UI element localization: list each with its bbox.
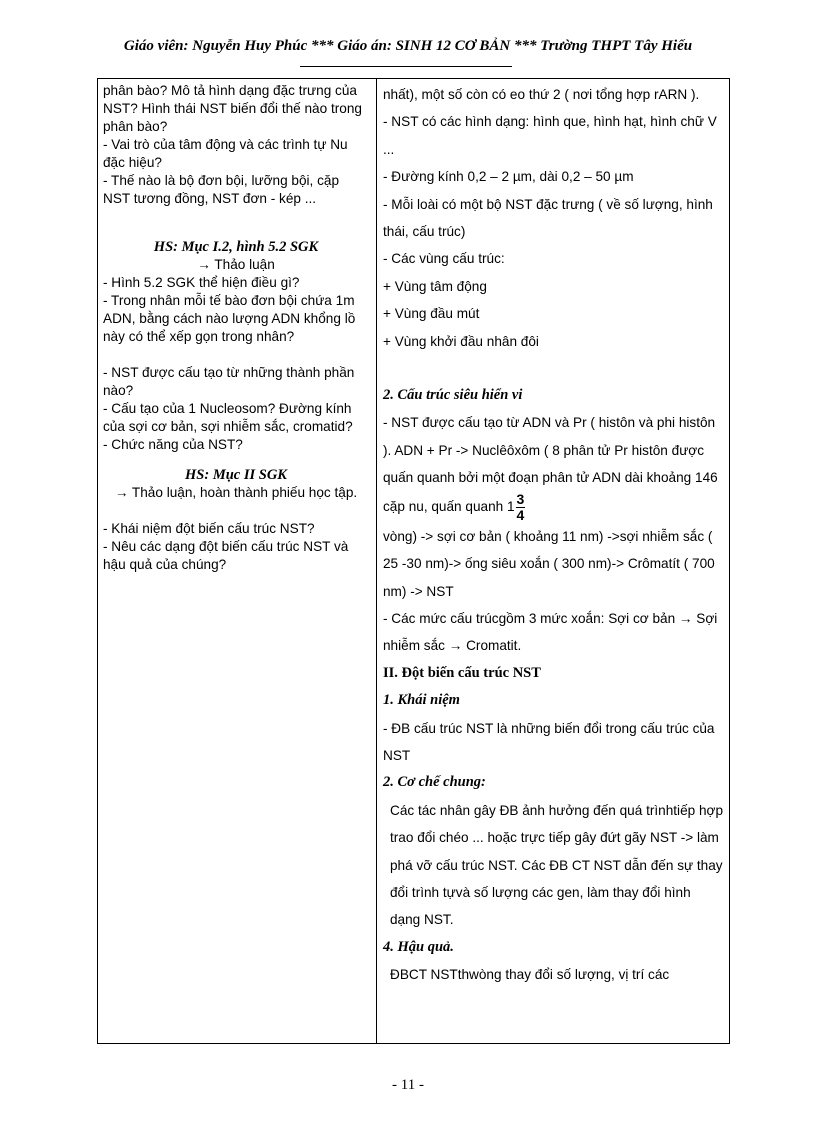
para-dimensions: - Đường kính 0,2 – 2 µm, dài 0,2 – 50 µm xyxy=(383,169,634,185)
question-chromosome-shape: phân bào? Mô tả hình dạng đặc trưng của NST? Hình thái NST biến đổi thế nào trong phân bào? xyxy=(103,83,362,134)
subheading-definition: 1. Khái niệm xyxy=(383,692,460,709)
spacer xyxy=(103,226,369,238)
para-shapes: - NST có các hình dạng: hình que, hình hạt, hình chữ V ... xyxy=(383,114,717,157)
para-species-set: - Mỗi loài có một bộ NST đặc trưng ( về số lượng, hình thái, cấu trúc) xyxy=(383,196,713,240)
page-number: - 11 - xyxy=(392,1077,424,1093)
hs-action-2: → Thảo luận, hoàn thành phiếu học tập. xyxy=(114,485,358,500)
spacer xyxy=(103,454,369,466)
para-consequences: ĐBCT NSTthwòng thay đổi số lượng, vị trí các xyxy=(390,967,670,983)
question-mutation-types: - Nêu các dạng đột biến cấu trúc NST và hậu quả của chúng? xyxy=(103,539,349,572)
hs-heading-1: HS: Mục I.2, hình 5.2 SGK xyxy=(153,239,319,255)
question-centromere-role: - Vai trò của tâm động và các trình tự Nu đặc hiệu? xyxy=(103,137,348,170)
subheading-consequences: 4. Hậu quả. xyxy=(383,938,454,955)
section-heading-ultrastructure: 2. Cấu trúc siêu hiển vi xyxy=(383,387,523,404)
hs-action-1: → Thảo luận xyxy=(197,257,275,272)
fraction-numerator: 3 xyxy=(516,490,525,507)
para-mechanism: Các tác nhân gây ĐB ảnh hưởng đến quá trìnhtiếp hợp trao đổi chéo ... hoặc trực tiếp gây đứt gãy NST -> làm phá vỡ cấu trúc NST. Các ĐB CT NST dẫn đến sự thay đổi trình tựvà số lượng các gen, làm thay đổi hình dạng NST. xyxy=(390,802,724,928)
content-column xyxy=(383,81,723,989)
para-fiber-levels: vòng) -> sợi cơ bản ( khoảng 11 nm) ->sợi nhiễm sắc ( 25 -30 nm)-> ống siêu xoắn ( 300 nm)-> Crômatít ( 700 nm) -> NST xyxy=(383,528,715,599)
para-definition: - ĐB cấu trúc NST là những biến đổi trong cấu trúc của NST xyxy=(383,720,715,763)
question-figure-5-2: - Hình 5.2 SGK thể hiện điều gì? xyxy=(103,275,300,290)
question-nst-components: - NST được cấu tạo từ những thành phần nào? xyxy=(103,365,355,398)
hs-heading-2: HS: Mục II SGK xyxy=(185,467,287,483)
list-item-telomere: + Vùng đầu mút xyxy=(383,306,480,322)
question-dna-packing: - Trong nhân mỗi tế bào đơn bội chứa 1m ADN, bằng cách nào lượng ADN khổng lồ này có thể xếp gọn trong nhân? xyxy=(103,293,356,344)
question-mutation-definition: - Khái niệm đột biến cấu trúc NST? xyxy=(103,521,315,536)
spacer xyxy=(383,355,723,382)
teacher-activity-column xyxy=(103,82,369,574)
section-heading-mutation: II. Đột biến cấu trúc NST xyxy=(383,664,541,681)
para-secondary-constriction: nhất), một số còn có eo thứ 2 ( nơi tổng hợp rARN ). xyxy=(383,87,700,102)
spacer xyxy=(103,346,369,364)
question-ploidy: - Thế nào là bộ đơn bội, lưỡng bội, cặp NST tương đồng, NST đơn - kép ... xyxy=(103,173,340,206)
para-nucleosome-text: - NST được cấu tạo từ ADN và Pr ( histôn và phi histôn ). ADN + Pr -> Nuclêôxôm ( 8 phân tử Pr histôn được quấn quanh bởi một đoạn phân tử ADN dài khoảng 146 cặp nu, quấn quanh 1 xyxy=(383,415,718,514)
lesson-table xyxy=(97,78,730,1044)
question-nucleosome: - Cấu tạo của 1 Nucleosom? Đường kính của sợi cơ bản, sợi nhiễm sắc, cromatid? xyxy=(103,401,353,434)
fraction-denominator: 4 xyxy=(516,506,525,523)
list-item-origin: + Vùng khởi đầu nhân đôi xyxy=(383,333,539,349)
para-nucleosome xyxy=(383,409,723,522)
para-coil-levels: - Các mức cấu trúcgồm 3 mức xoắn: Sợi cơ bản → Sợi nhiễm sắc → Cromatit. xyxy=(383,610,718,654)
fraction-three-quarters xyxy=(516,492,526,523)
list-item-centromere: + Vùng tâm động xyxy=(383,278,487,294)
spacer xyxy=(103,502,369,520)
spacer xyxy=(103,208,369,226)
column-divider xyxy=(376,79,377,1043)
question-nst-function: - Chức năng của NST? xyxy=(103,437,243,452)
para-regions: - Các vùng cấu trúc: xyxy=(383,251,505,267)
page-header: Giáo viên: Nguyễn Huy Phúc *** Giáo án: SINH 12 CƠ BẢN *** Trường THPT Tây Hiếu xyxy=(123,38,693,54)
header-underline xyxy=(300,66,512,67)
subheading-mechanism: 2. Cơ chế chung: xyxy=(383,774,486,791)
